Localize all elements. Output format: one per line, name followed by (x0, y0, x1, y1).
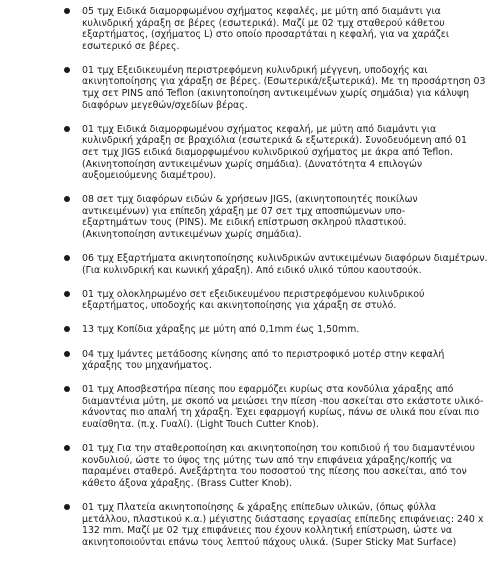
list-item-text-line: ευαίσθητα. (π.χ. Γυαλί). (Light Touch Cutter Knob). (82, 419, 319, 431)
bullet-icon (64, 255, 70, 261)
list-item-text-line: (Ακινητοποίηση αντικειμένων χωρίς σημάδια). (Δυνατότητα 4 επιλογών (82, 158, 423, 170)
list-item (56, 502, 496, 548)
list-item (56, 124, 496, 182)
list-item-text-line: 132 mm. Μαζί με 02 τμχ επιφάνειες που έχουν κολλητική επίστρωση, ώστε να (82, 525, 453, 537)
list-item-text-line: 06 τμχ Εξαρτήματα ακινητοποίησης κυλινδρικών αντικειμένων διαφόρων διαμέτρων. (82, 253, 488, 265)
bullet-icon (64, 8, 70, 14)
list-item-text-line: (Για κυλινδρική και κωνική χάραξη). Από ειδικό υλικό τύπου καουτσούκ. (82, 264, 422, 276)
list-item-text-line: 04 τμχ Ιμάντες μετάδοσης κίνησης από το περιστροφικό μοτέρ στην κεφαλή (82, 348, 445, 360)
list-item-text-line: σετ τμχ JIGS ειδικά διαμορφωμένου κυλινδρικού σχήματος με άκρα από Teflon. (82, 146, 453, 158)
list-item-text-line: χάραξης του μηχανήματος. (82, 360, 212, 372)
bullet-icon (64, 351, 70, 357)
bullet-icon (64, 67, 70, 73)
list-item-text-line: διαμαντένια μύτη, με σκοπό να μειώσει την πίεση -που ασκείται στο εκάστοτε υλικό- (82, 395, 484, 407)
list-item-text-line: διαφόρων μεγεθών/σχεδίων βέρας. (82, 99, 248, 111)
list-item (56, 253, 496, 276)
bullet-icon (64, 504, 70, 510)
bullet-icon (64, 386, 70, 392)
list-item (56, 384, 496, 430)
bullet-icon (64, 196, 70, 202)
list-item-text-line: κυλινδρική χάραξη σε βέρες (εσωτερικά). Μαζί με 02 τμχ σταθερού κάθετου (82, 17, 445, 29)
list-item-text-line: εξαρτημάτων τους (PINS). Με ειδική επίστρωση σκληρού πλαστικού. (82, 217, 407, 229)
list-item-text-line: ακινητοποιούνται επάνω τους λεπτού πάχους υλικά. (Super Sticky Mat Surface) (82, 536, 457, 548)
list-item-text-line: 01 τμχ Ειδικά διαμορφωμένου σχήματος κεφαλή, με μύτη από διαμάντι για (82, 123, 437, 135)
list-item-text-line: 01 τμχ Για την σταθεροποίηση και ακινητοποίηση του κοπιδιού ή του διαμαντένιου (82, 443, 475, 455)
list-item-text-line: 01 τμχ ολοκληρωμένο σετ εξειδικευμένου περιστρεφόμενου κυλινδρικού (82, 288, 425, 300)
list-item (56, 65, 496, 111)
list-item (56, 443, 496, 489)
list-item (56, 349, 496, 372)
list-item (56, 289, 496, 312)
list-item-text-line: ακινητοποίησης για χάραξη σε βέρες. (Εσωτερικά/εξωτερικά). Με τη προσάρτηση 03 (82, 76, 486, 88)
list-item-text-line: κάθετο άξονα χάραξης. (Brass Cutter Knob). (82, 477, 293, 489)
list-item-text-line: κυλινδρική χάραξη σε βραχιόλια (εσωτερικά & εξωτερικά). Συνοδευόμενη από 01 (82, 135, 467, 147)
bullet-icon (64, 291, 70, 297)
list-item-text-line: τμχ σετ PINS από Teflon (ακινητοποίηση αντικειμένων χωρίς σημάδια) για κάλυψη (82, 88, 470, 100)
list-item-text-line: αντικειμένων) για επίπεδη χάραξη με 07 σετ τμχ αποσπώμενων υπο- (82, 205, 406, 217)
bullet-icon (64, 126, 70, 132)
list-item-text-line: κάνοντας πιο απαλή τη χάραξη. Έχει εφαρμογή κυρίως, πάνω σε υλικά που είναι πιο (82, 407, 480, 419)
bullet-icon (64, 326, 70, 332)
list-item-text-line: παραμένει σταθερό. Ανεξάρτητα του ποσοστού της πίεσης που ασκείται, από τον (82, 466, 467, 478)
list-item-text-line: 01 τμχ Πλατεία ακινητοποίησης & χάραξης επίπεδων υλικών, (όπως φύλλα (82, 502, 437, 513)
list-item-text-line: 08 σετ τμχ διαφόρων ειδών & χρήσεων JIGS, (ακινητοποιητές ποικίλων (82, 194, 418, 206)
list-item-text-line: εσωτερικό σε βέρες. (82, 40, 180, 52)
list-item-text-line: αυξομειούμενης διαμέτρου). (82, 170, 217, 182)
list-item-text-line: εξαρτήματος, υποδοχής και ακινητοποίησης για χάραξη σε στυλό. (82, 300, 397, 312)
list-item-text-line: 13 τμχ Κοπίδια χάραξης με μύτη από 0,1mm έως 1,50mm. (82, 324, 360, 336)
list-item-text-line: μετάλλου, πλαστικού κ.α.) μέγιστης διάστασης εργασίας επίπεδης επιφάνειας: 240 x (82, 513, 484, 525)
list-item (56, 194, 496, 240)
list-item-text-line: 01 τμχ Εξειδικευμένη περιστρεφόμενη κυλινδρική μέγγενη, υποδοχής και (82, 64, 428, 76)
list-item-text-line: 05 τμχ Ειδικά διαμορφωμένου σχήματος κεφαλές, με μύτη από διαμάντι για (82, 6, 441, 17)
bullet-icon (64, 445, 70, 451)
list-item-text-line: εξαρτήματος, (σχήματος L) στο οποίο προσαρτάται η κεφαλή, για να χαράζει (82, 29, 450, 41)
list-item-text-line: (Ακινητοποίηση αντικειμένων χωρίς σημάδια). (82, 229, 302, 240)
equipment-list (56, 6, 496, 561)
list-item (56, 6, 496, 52)
list-item-text-line: 01 τμχ Αποσβεστήρα πίεσης που εφαρμόζει κυρίως στα κονδύλια χάραξης από (82, 384, 454, 396)
list-item (56, 324, 496, 336)
list-item-text-line: κονδυλιού, ώστε το ύψος της μύτης των από την επιφάνεια χάραξης/κοπής να (82, 454, 452, 466)
